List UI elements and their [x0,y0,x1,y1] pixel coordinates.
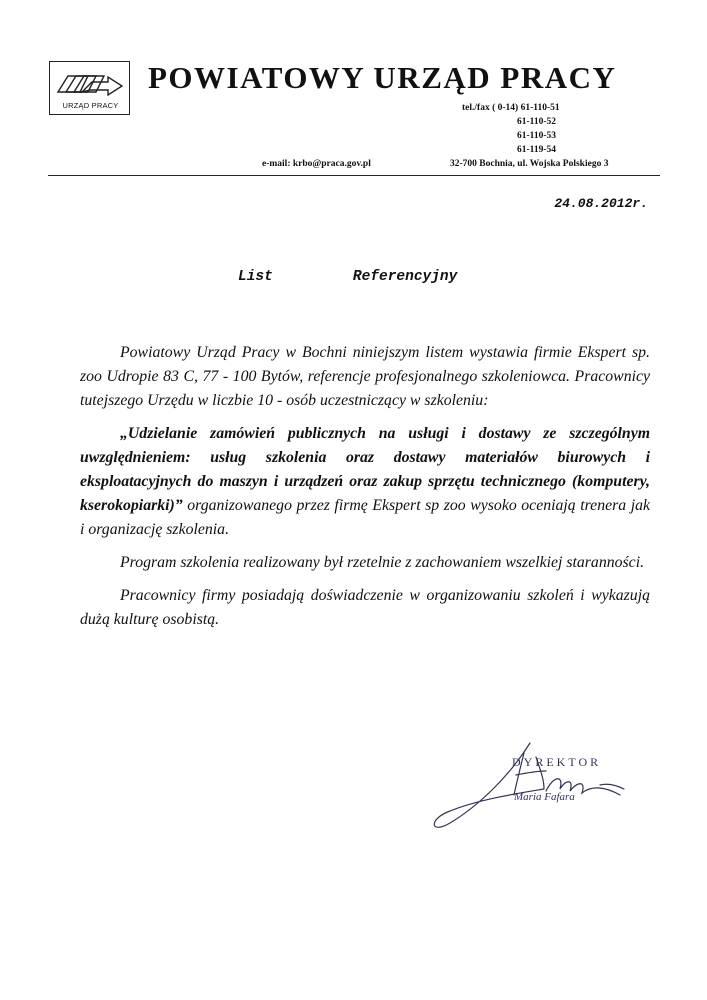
letter-title: List Referencyjny [238,269,458,285]
phone-line: 61-110-52 [517,117,557,127]
paragraph [80,422,650,542]
address: 32-700 Bochnia, ul. Wojska Polskiego 3 [450,159,609,169]
paragraph: Program szkolenia realizowany był rzetelnie z zachowaniem wszelkiej staranności. [120,554,645,571]
phone-line: 61-119-54 [517,145,557,155]
paragraph: Pracownicy firmy posiadają doświadczenie w organizowaniu szkoleń i wykazują dużą kulturę osobistą. [80,587,650,628]
paragraph: Powiatowy Urząd Pracy w Bochni niniejszym listem wystawia firmie Ekspert sp. zoo Udropie 83 C, 77 - 100 Bytów, referencje profesjonalnego szkoleniowca. Pracownicy tutejszego Urzędu w liczbie 10 - osób uczestniczący w szkoleniu: [80,344,650,409]
header-divider [48,175,660,176]
email: e-mail: krbo@praca.gov.pl [262,159,371,169]
paragraph-text: organizowanego przez firmę Ekspert sp zoo wysoko oceniają trenera jak i organizację szkolenia. [80,497,650,538]
letter-body [80,341,650,641]
signature-role: DYREKTOR [512,755,602,769]
tel-fax: tel./fax ( 0-14) 61-110-51 [462,103,560,113]
logo-text: URZĄD PRACY [62,101,119,110]
handwritten-signature [420,735,650,845]
phone-line: 61-110-53 [517,131,557,141]
signature-name: Maria Fafara [514,791,575,803]
organization-name: POWIATOWY URZĄD PRACY [148,60,617,95]
logo [49,61,130,115]
training-title: „Udzielanie zamówień publicznych na usługi i dostawy ze szczególnym uwzględnieniem: usług szkolenia oraz dostawy materiałów biurowych i eksploatacyjnych do maszyn i urządzeń oraz zakup sprzętu technicznego (komputery, kserokopiarki)” [80,425,650,514]
letter-date: 24.08.2012r. [554,196,648,211]
